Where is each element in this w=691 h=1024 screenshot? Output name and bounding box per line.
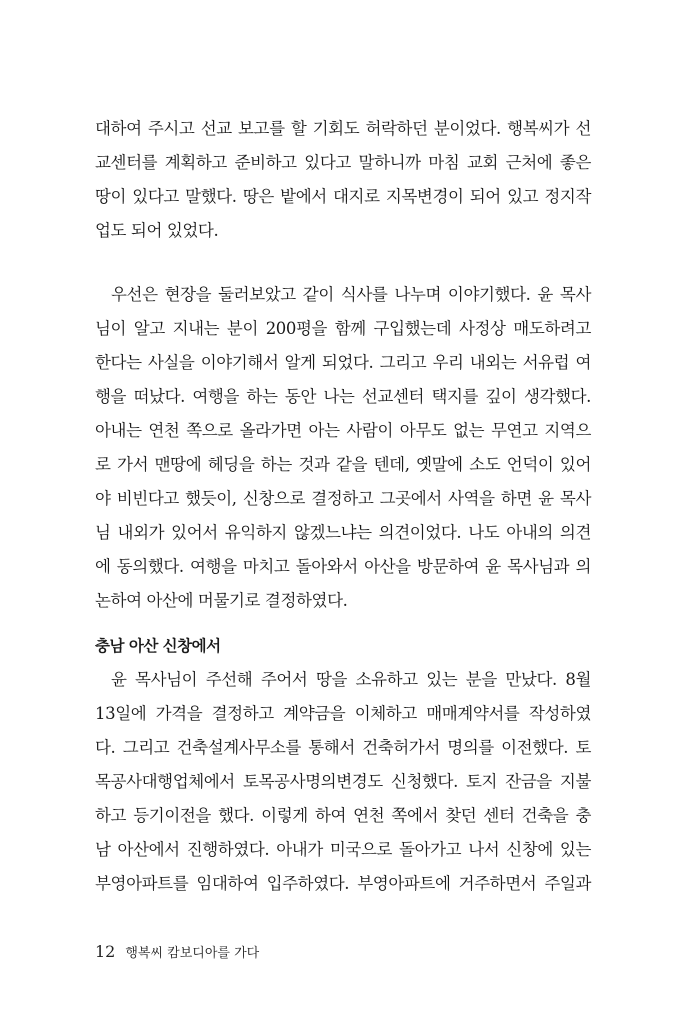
body-text-line: 한다는 사실을 이야기해서 알게 되었다. 그리고 우리 내외는 서유럽 여 (95, 353, 591, 372)
body-text-line: 우선은 현장을 둘러보았고 같이 식사를 나누며 이야기했다. 윤 목사 (111, 285, 591, 304)
body-text-line: 남 아산에서 진행하였다. 아내가 미국으로 돌아가고 나서 신창에 있는 (95, 840, 591, 859)
body-text-line: 땅이 있다고 말했다. 땅은 밭에서 대지로 지목변경이 되어 있고 정지작 (95, 187, 591, 206)
body-text-line: 목공사대행업체에서 토목공사명의변경도 신청했다. 토지 잔금을 지불 (95, 772, 591, 791)
body-text-line: 로 가서 맨땅에 헤딩을 하는 것과 같을 텐데, 옛말에 소도 언덕이 있어 (95, 455, 591, 474)
body-text-line: 13일에 가격을 결정하고 계약금을 이체하고 매매계약서를 작성하였 (95, 704, 591, 723)
body-text-line: 님 내외가 있어서 유익하지 않겠느냐는 의견이었다. 나도 아내의 의견 (95, 523, 591, 542)
body-text-line: 에 동의했다. 여행을 마치고 돌아와서 아산을 방문하여 윤 목사님과 의 (95, 557, 591, 576)
running-title: 행복씨 캄보디아를 가다 (125, 946, 260, 961)
body-text-line: 행을 떠났다. 여행을 하는 동안 나는 선교센터 택지를 깊이 생각했다. (95, 387, 591, 406)
body-text-line: 대하여 주시고 선교 보고를 할 기회도 허락하던 분이었다. 행복씨가 선 (95, 119, 591, 138)
body-text-line: 논하여 아산에 머물기로 결정하였다. (95, 591, 348, 610)
body-text-line: 아내는 연천 쪽으로 올라가면 아는 사람이 아무도 없는 무연고 지역으 (95, 421, 591, 440)
body-text-line: 윤 목사님이 주선해 주어서 땅을 소유하고 있는 분을 만났다. 8월 (111, 670, 591, 689)
page-footer (95, 942, 259, 964)
body-text-line: 님이 알고 지내는 분이 200평을 함께 구입했는데 사정상 매도하려고 (95, 319, 591, 338)
body-text-line: 업도 되어 있었다. (95, 221, 219, 240)
section-heading: 충남 아산 신창에서 (95, 637, 221, 655)
body-text-line: 다. 그리고 건축설계사무소를 통해서 건축허가서 명의를 이전했다. 토 (95, 738, 591, 757)
page-number: 12 (95, 942, 116, 961)
body-text-line: 교센터를 계획하고 준비하고 있다고 말하니까 마침 교회 근처에 좋은 (95, 153, 591, 172)
body-text-line: 하고 등기이전을 했다. 이렇게 하여 연천 쪽에서 찾던 센터 건축을 충 (95, 806, 591, 825)
body-text-line: 부영아파트를 임대하여 입주하였다. 부영아파트에 거주하면서 주일과 (95, 874, 591, 893)
body-text-line: 야 비빈다고 했듯이, 신창으로 결정하고 그곳에서 사역을 하면 윤 목사 (95, 489, 591, 508)
